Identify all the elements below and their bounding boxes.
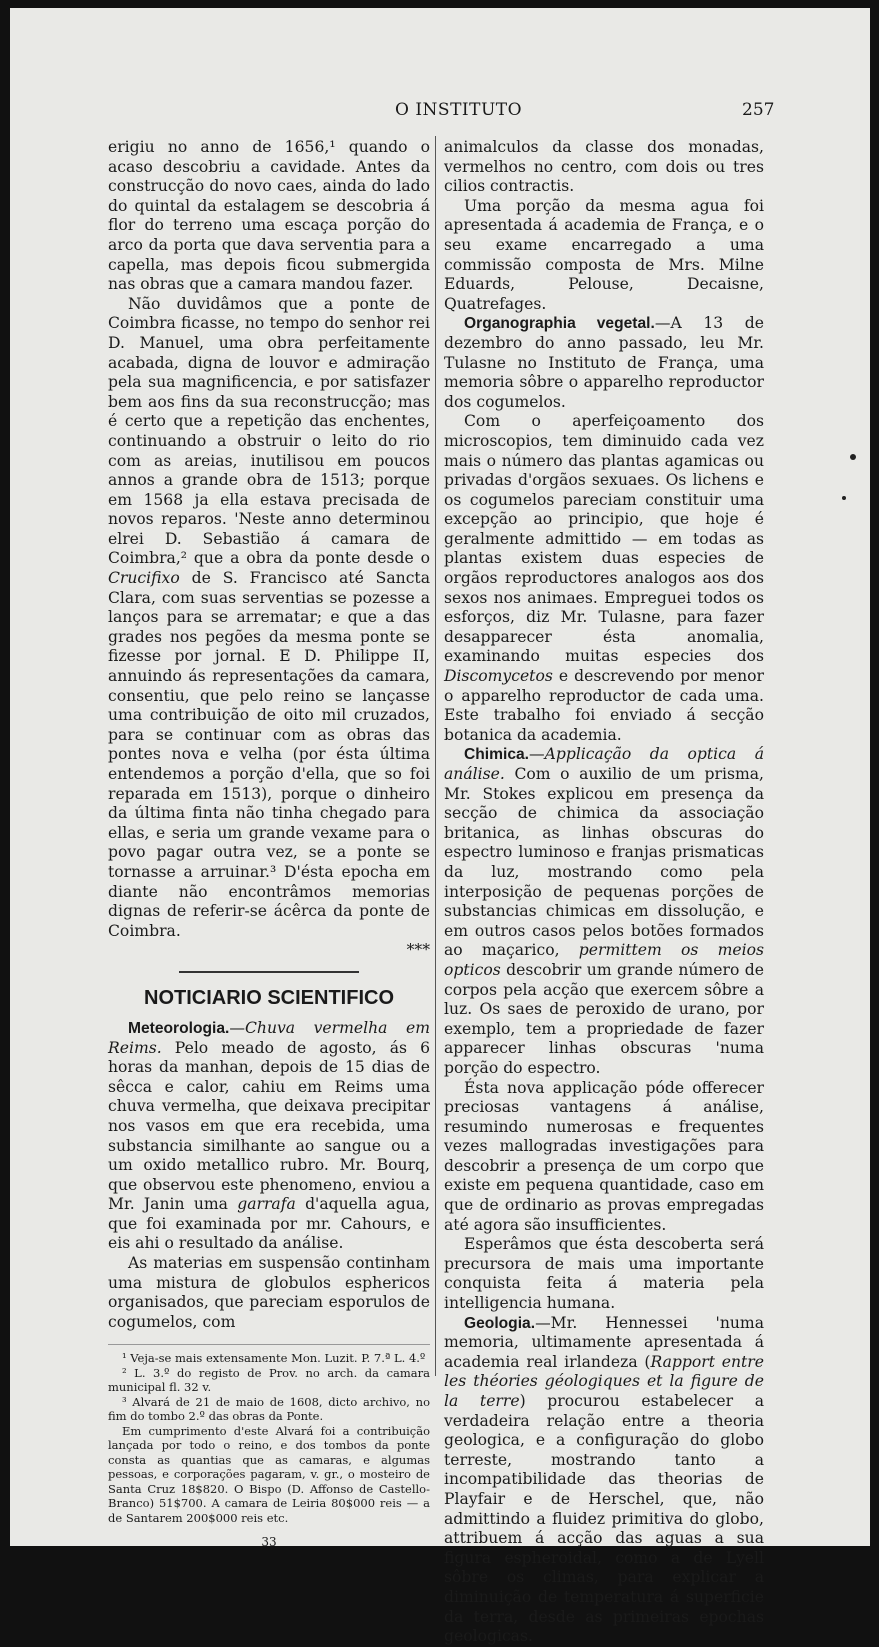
paragraph [444,138,764,197]
signature-number: 33 [261,1535,277,1550]
journal-title: O INSTITUTO [395,100,523,120]
paragraph [444,1235,764,1313]
section-title: NOTICIARIO SCIENTIFICO [144,986,394,1009]
paragraph [444,197,764,315]
paragraph [108,1019,430,1254]
paragraph [444,745,764,1078]
ink-spot [842,496,846,500]
paragraph-text: As materias em suspensão continham uma mistura de globulos esphericos organisados, que pareciam esporulos de cogumelos, com [108,1254,430,1331]
paragraph [108,1254,430,1332]
paragraph-text: e descrevendo por menor o apparelho reproductor de cada uma. Este trabalho foi enviado á secção botanica da academia. [444,667,764,744]
topic-label: Meteorologia. [128,1019,230,1037]
dash: — [529,745,545,764]
paragraph-text: descobrir um grande número de corpos pela acção que exercem sôbre a luz. Os saes de peroxido de urano, por exemplo, tem a propriedade de fazer apparecer linhas obscuras 'numa porção do espectro. [444,960,764,1077]
paragraph-text: Não duvidâmos que a ponte de Coimbra ficasse, no tempo do senhor rei D. Manuel, uma obra perfeitamente acabada, digna de louvor e admiração pela sua magnificencia, e por satisfazer bem aos fins da sua reconstrucção; mas é certo que a repetição das enchentes, continuando a obstruir o leito do rio com as areias, inutilisou em poucos annos a grande obra de 1513; porque em 1568 ja ella estava precisada de novos reparos. 'Neste anno determinou elrei D. Sebastião á camara de Coimbra,² que a obra da ponte desde o [108,294,430,568]
paragraph [444,314,764,412]
italic-term: Rapport entre les théories géologiques et la figure de la terre [444,1352,764,1410]
footnotes [108,1344,430,1525]
italic-term: Crucifixo [108,569,180,588]
paragraph-text: Uma porção da mesma agua foi apresentada á academia de França, e o seu exame encarregado a uma commissão composta de Mrs. Milne Eduards, Pelouse, Decaisne, Quatrefages. [444,196,764,313]
ink-spot [850,454,856,460]
page-sheet [10,8,870,1646]
left-column [108,138,430,1553]
paragraph-text: de S. Francisco até Sancta Clara, com suas serventias se pozesse a lanços para se arrematar; e que a das grades nos pegões da mesma ponte se fizesse por jornal. E D. Philippe II, annuindo ás representações da camara, consentiu, que pelo reino se lançasse uma contribuição de oito mil cruzados, para se continuar com as obras das pontes nova e velha (por ésta última entendemos a porção d'ella, que so foi reparada em 1513), porque o dinheiro da última finta não tinha chegado para ellas, e seria um grande vexame para o povo pagar outra vez, se a ponte se tornasse a arruinar.³ D'ésta epocha em diante não encontrâmos memorias dignas de referir-se ácêrca da ponte de Coimbra. [108,569,430,940]
page-number: 257 [742,100,775,120]
topic-subtitle: Chuva vermelha em Reims. [108,1018,430,1057]
paragraph [444,412,764,745]
topic-label: Geologia. [464,1314,536,1332]
paragraph [444,1079,764,1236]
paragraph [444,1314,764,1647]
topic-subtitle: Applicação da optica á análise. [444,745,764,783]
italic-term: permittem os meios opticos [444,941,764,979]
paragraph-text: ) procurou estabelecer a verdadeira relação entre a theoria geologica, e a configuração do globo terreste, mostrando tanto a incompatibilidade das theorias de Playfair e de Herschel, que, não admittindo a fluidez primitiva do globo, attribuem á acção das aguas a sua figura espheroidal, como a de Lyell sôbre os climas, para explicar a diminuição de temperatura á superficie da terra, desde as primeiras epochas geologicas. [444,1392,764,1646]
paragraph [108,295,430,942]
italic-term: garrafa [237,1195,296,1214]
paragraph-text: d'aquella agua, que foi examinada por mr. Cahours, e eis ahi o resultado da análise. [108,1195,431,1253]
signature-stars: *** [406,941,430,960]
right-column [444,138,764,1647]
paragraph-text: animalculos da classe dos monadas, vermelhos no centro, com dois ou tres cilios contractis. [444,138,764,196]
topic-label: Organographia vegetal. [464,315,655,333]
italic-term: Discomycetos [444,667,553,686]
paragraph-text: erigiu no anno de 1656,¹ quando o acaso descobriu a cavidade. Antes da construcção do novo caes, ainda do lado do quintal da estalagem se descobria á flor do terreno uma escaça porção do arco da porta que dava serventia para a capella, mas depois ficou submergida nas obras que a camara mandou fazer. [108,138,430,294]
paragraph-text: Com o auxilio de um prisma, Mr. Stokes explicou em presença da secção de chimica da associação britanica, as linhas obscuras do espectro luminoso e franjas prismaticas da luz, mostrando como pela interposição de pequenas porções de substancias chimicas em dissolução, e em outros casos pelos botões formados ao maçarico, [444,765,764,960]
footnote: ² L. 3.º do registo de Prov. no arch. da camara municipal fl. 32 v. [108,1365,430,1395]
column-rule [435,136,436,1376]
paragraph-text: Pelo meado de agosto, ás 6 horas da manhan, depois de 15 dias de sêcca e calor, cahiu em Reims uma chuva vermelha, que deixava precipitar nos vasos em que era recebida, uma substancia similhante ao sangue ou a um oxido metallico rubro. Mr. Bourq, que observou este phenomeno, enviou a Mr. Janin uma [108,1038,430,1214]
paragraph-text: Ésta nova applicação póde offerecer preciosas vantagens á análise, resumindo numerosas e frequentes vezes mallogradas investigações para descobrir a presença de um corpo que existe em pequena quantidade, caso em que de ordinario as provas empregadas até agora são insufficientes. [444,1078,764,1234]
footnote: Em cumprimento d'este Alvará foi a contribuição lançada por todo o reino, e dos tombos da ponte consta as quantias que as camaras, e algumas pessoas, e corporações pagaram, v. gr., o mosteiro de Santa Cruz 18$820. O Bispo (D. Affonso de Castello-Branco) 51$700. A camara de Leiria 80$000 reis — a de Santarem 200$000 reis etc. [108,1423,430,1525]
paragraph-text: Com o aperfeiçoamento dos microscopios, tem diminuido cada vez mais o número das plantas agamicas ou privadas d'orgãos sexuaes. Os lichens e os cogumelos pareciam constituir uma excepção ao principio, que hoje é geralmente admittido — em todas as plantas existem duas especies de orgãos reproductores analogos aos dos sexos nos animaes. Empreguei todos os esforços, diz Mr. Tulasne, para fazer desapparecer ésta anomalia, examinando muitas especies dos [444,412,764,666]
footnote: ³ Alvará de 21 de maio de 1608, dicto archivo, no fim do tombo 2.º das obras da Ponte. [108,1394,430,1424]
paragraph-text: —A 13 de dezembro do anno passado, leu Mr. Tulasne no Instituto de França, uma memoria sôbre o apparelho reproductor dos cogumelos. [444,314,764,411]
paragraph-text: Esperâmos que ésta descoberta será precursora de mais uma importante conquista feita á materia pela intelligencia humana. [444,1235,764,1313]
paragraph-text: —Mr. Hennessei 'numa memoria, ultimamente apresentada á academia real irlandeza ( [444,1313,764,1371]
section-divider [179,971,359,973]
dash: — [229,1018,245,1037]
running-header [10,100,870,120]
paragraph [108,138,430,295]
topic-label: Chimica. [464,746,529,764]
footnote: ¹ Veja-se mais extensamente Mon. Luzit. P. 7.ª L. 4.º [122,1351,426,1366]
